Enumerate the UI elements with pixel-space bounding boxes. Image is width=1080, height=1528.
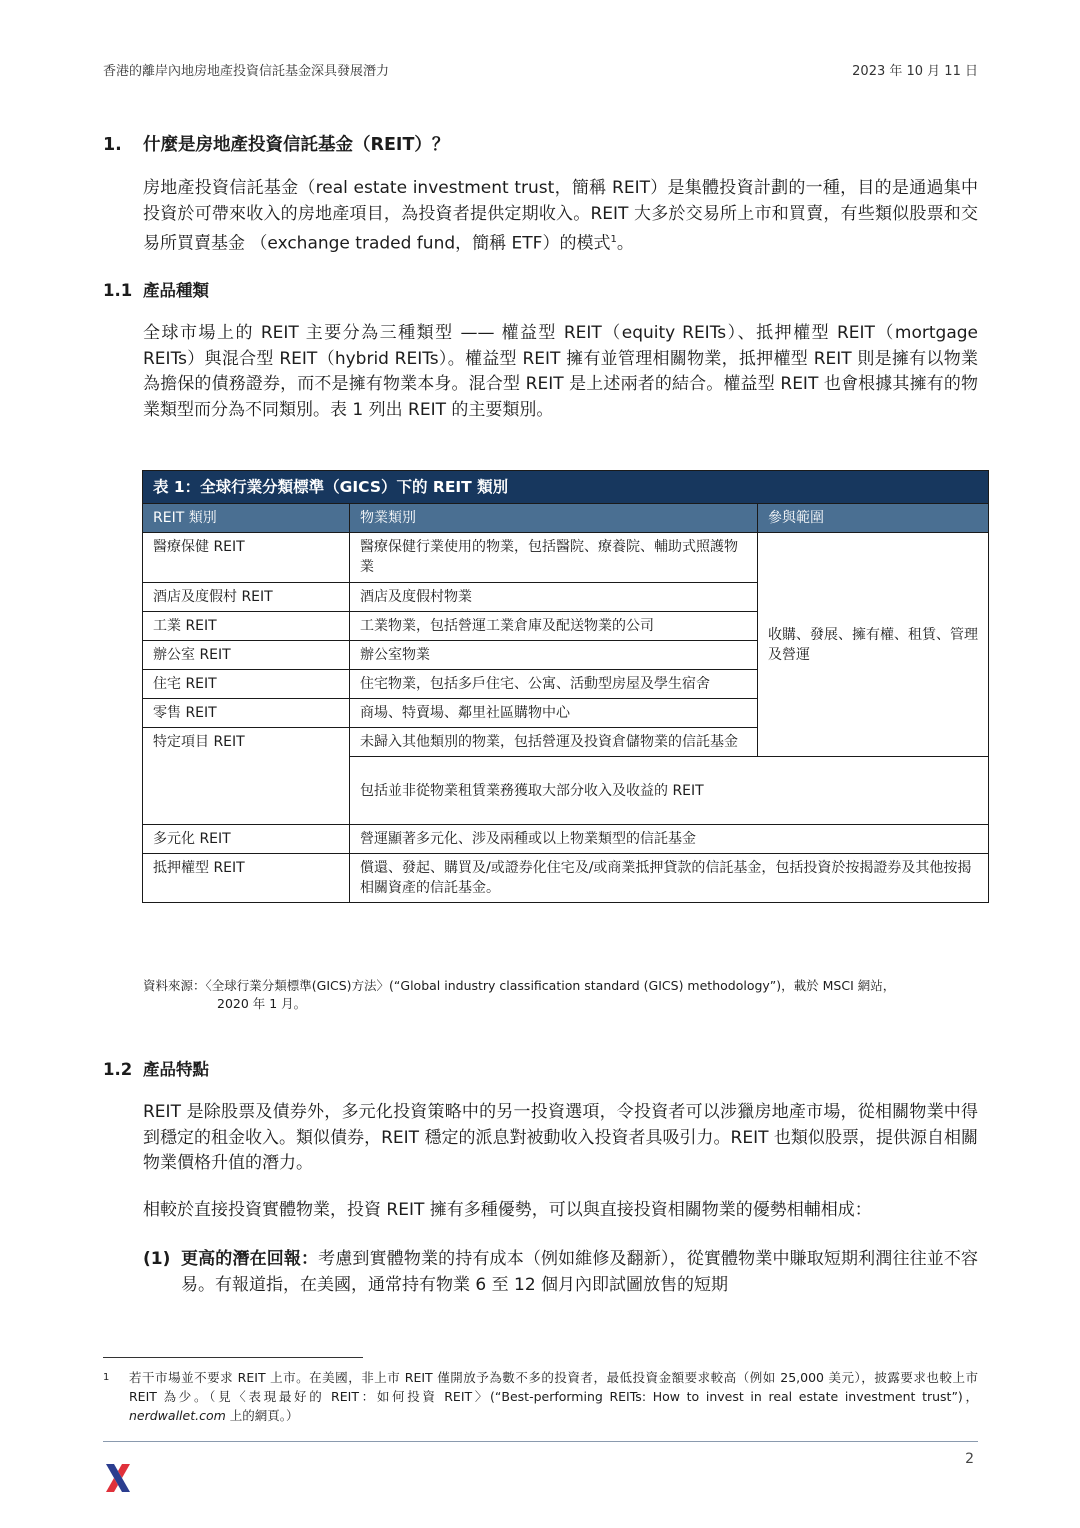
- footnote-ref[interactable]: 1: [610, 234, 617, 245]
- section-1-1-number: 1.1: [103, 281, 133, 300]
- col-header-category: REIT 類別: [143, 504, 350, 533]
- footnote-divider: [103, 1357, 363, 1358]
- section-1-1-paragraph: 全球市場上的 REIT 主要分為三種類型 —— 權益型 REIT（equity REITs）、抵押權型 REIT（mortgage REITs）與混合型 REIT（hybrid REITs）。權益型 REIT 擁有並管理相關物業，抵押權型 REIT 則是擁有以物業為擔保的債務證券，而不是擁有物業本身。混合型 REIT 是上述兩者的結合。權益型 REIT 也會根據其擁有的物業類型而分為不同類別。表 1 列出 REIT 的主要類別。: [143, 323, 978, 420]
- footnote-text-1: 若干市場並不要求 REIT 上市。在美國，非上市 REIT 僅開放予為數不多的投資者，最低投資金額要求較高（例如 25,000 美元），披露要求也較上市 REIT 為少。（見〈表現最好的 REIT：如何投資 REIT〉(“Best-performing REITs: How to invest in real estate investment trust”)，: [129, 1370, 978, 1404]
- footnote: [103, 1368, 978, 1425]
- header-date: 2023 年 10 月 11 日: [852, 64, 978, 79]
- table-source: [143, 977, 978, 1013]
- category-cell: 抵押權型 REIT: [143, 854, 350, 903]
- section-1-title: 什麼是房地產投資信託基金（REIT）？: [143, 135, 450, 155]
- table-row: [143, 533, 989, 583]
- table-row: [143, 825, 989, 854]
- section-1-2-heading: [103, 1056, 209, 1080]
- col-header-property: 物業類別: [350, 504, 758, 533]
- section-1-number: 1.: [103, 135, 122, 155]
- section-1-1-title: 產品種類: [143, 281, 209, 300]
- category-cell: 酒店及度假村 REIT: [143, 583, 350, 612]
- property-cell: 住宅物業，包括多戶住宅、公寓、活動型房屋及學生宿舍: [350, 670, 758, 699]
- property-cell: 辦公室物業: [350, 641, 758, 670]
- footnote-source-site[interactable]: nerdwallet.com: [129, 1408, 226, 1423]
- section-1-2-title: 產品特點: [143, 1060, 209, 1079]
- hkex-x-logo-icon: [104, 1462, 132, 1494]
- section-1-2-paragraph-1: REIT 是除股票及債券外，多元化投資策略中的另一投資選項，令投資者可以涉獵房地產市場，從相關物業中得到穩定的租金收入。類似債券，REIT 穩定的派息對被動收入投資者具吸引力。REIT 也類似股票，提供源自相關物業價格升值的潛力。: [143, 1102, 978, 1173]
- property-cell: 醫療保健行業使用的物業，包括醫院、療養院、輔助式照護物業: [350, 533, 758, 583]
- section-1-1-heading: [103, 277, 209, 301]
- footnote-text-2: 上的網頁。）: [225, 1408, 299, 1423]
- section-1-2-number: 1.2: [103, 1060, 133, 1079]
- property-cell: 償還、發起、購買及/或證券化住宅及/或商業抵押貸款的信託基金，包括投資於按揭證券及其他按揭相關資產的信託基金。: [350, 854, 989, 903]
- property-cell: 酒店及度假村物業: [350, 583, 758, 612]
- footer-divider: [103, 1441, 978, 1442]
- advantage-item-text: 考慮到實體物業的持有成本（例如維修及翻新），從實體物業中賺取短期利潤往往並不容易。有報道指，在美國，通常持有物業 6 至 12 個月內即試圖放售的短期: [181, 1249, 979, 1295]
- category-cell: 工業 REIT: [143, 612, 350, 641]
- property-cell: 商場、特賣場、鄰里社區購物中心: [350, 699, 758, 728]
- col-header-scope: 參與範圍: [758, 504, 989, 533]
- property-cell: 營運顯著多元化、涉及兩種或以上物業類型的信託基金: [350, 825, 989, 854]
- table-title: 表 1：全球行業分類標準（GICS）下的 REIT 類別: [143, 471, 989, 504]
- section-1-text: 房地產投資信託基金（real estate investment trust，簡稱 REIT）是集體投資計劃的一種，目的是通過集中投資於可帶來收入的房地產項目，為投資者提供定期收入。REIT 大多於交易所上市和買賣，有些類似股票和交易所買賣基金 （exchange traded fund，簡稱 ETF）的模式: [143, 178, 978, 254]
- category-cell: 多元化 REIT: [143, 825, 350, 854]
- category-cell: 醫療保健 REIT: [143, 533, 350, 583]
- table-row: [143, 854, 989, 903]
- advantage-item-number: (1): [143, 1249, 171, 1269]
- category-cell: 辦公室 REIT: [143, 641, 350, 670]
- scope-cell: 收購、發展、擁有權、租賃、管理及營運: [758, 533, 989, 757]
- reit-category-table: [142, 470, 989, 903]
- section-1-text-end: 。: [616, 233, 634, 254]
- category-cell: 特定項目 REIT: [143, 728, 350, 825]
- footnote-number: 1: [103, 1372, 110, 1383]
- section-1-heading: [103, 131, 449, 156]
- footnote-body: [103, 1368, 978, 1425]
- property-cell: 工業物業，包括營運工業倉庫及配送物業的公司: [350, 612, 758, 641]
- header-doc-title: 香港的離岸內地房地產投資信託基金深具發展潛力: [103, 64, 390, 79]
- table-source-line-1: 資料來源：〈全球行業分類標準(GICS)方法〉(“Global industry classification standard (GICS) methodology”)，載於 MSCI 網站，: [143, 978, 896, 993]
- section-1-paragraph: [143, 176, 978, 257]
- property-cell: 未歸入其他類別的物業，包括營運及投資倉儲物業的信託基金: [350, 728, 758, 757]
- advantage-item-title: 更高的潛在回報：: [181, 1249, 319, 1269]
- category-cell: 住宅 REIT: [143, 670, 350, 699]
- category-cell: 零售 REIT: [143, 699, 350, 728]
- section-1-2-paragraph-2: 相較於直接投資實體物業，投資 REIT 擁有多種優勢，可以與直接投資相關物業的優勢相輔相成：: [143, 1200, 872, 1220]
- property-cell: 包括並非從物業租賃業務獲取大部分收入及收益的 REIT: [350, 757, 989, 825]
- advantage-item: [143, 1246, 978, 1298]
- page-number: 2: [965, 1451, 974, 1467]
- advantage-item-body: [143, 1246, 978, 1298]
- table-source-line-2: 2020 年 1 月。: [217, 996, 307, 1011]
